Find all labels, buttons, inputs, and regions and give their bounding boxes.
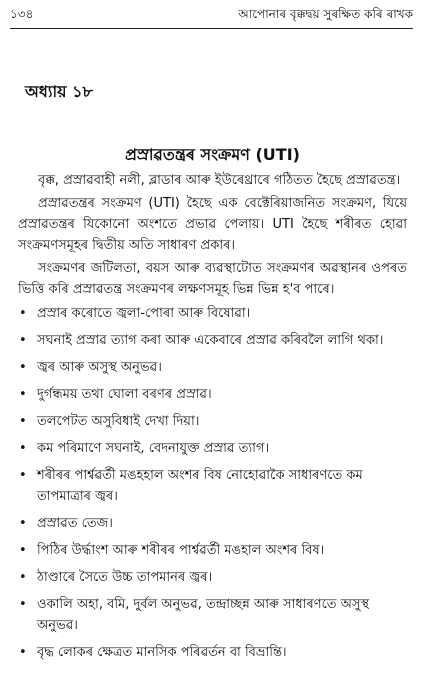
- bullet-icon: •: [19, 414, 27, 429]
- running-title: আপোনাৰ বৃক্কদ্বয় সুৰক্ষিত কৰি ৰাখক: [238, 7, 413, 21]
- paragraph: বৃক্ক, প্ৰস্ৰাৱবাহী নলী, ব্লাডাৰ আৰু ইউৰেথ্ৰাৰে গঠিতত হৈছে প্ৰস্ৰাৱতন্ত্ৰ।: [38, 173, 401, 188]
- list-item-text: তলপেটত অসুবিধাই দেখা দিয়া।: [37, 414, 200, 429]
- list-item-text: ওকালি অহা, বমি, দুৰ্বল অনুভৱ, তন্দ্ৰাচ্ছন্ন আৰু সাধাৰণতে অসুস্থ অনুভৱ।: [37, 597, 370, 633]
- list-item: [0, 303, 425, 324]
- bullet-icon: •: [19, 360, 27, 375]
- list-item-text: বৃদ্ধ লোকৰ ক্ষেত্ৰত মানসিক পৰিৱৰ্তন বা বিভ্ৰান্তি।: [37, 645, 287, 660]
- list-item: [0, 540, 425, 561]
- bullet-icon: •: [19, 543, 27, 558]
- list-item-text: জ্বৰ আৰু অসুস্থ অনুভৱ।: [37, 360, 162, 375]
- list-item-text: দুৰ্গন্ধময় তথা ঘোলা বৰণৰ প্ৰস্ৰাৱ।: [37, 387, 212, 402]
- bullet-icon: •: [19, 441, 27, 456]
- paragraph: সংক্ৰমণৰ জটিলতা, বয়স আৰু ব্যৱস্থাটোত সংক্ৰমণৰ অৱস্থানৰ ওপৰত ভিত্তি কৰি প্ৰস্ৰাৱতন্ত্ৰ সংক্ৰমণৰ লক্ষণসমূহ ভিন্ন ভিন্ন হ'ব পাৰে।: [18, 261, 407, 297]
- list-item-text: পিঠিৰ উৰ্দ্ধাংশ আৰু শৰীৰৰ পাৰ্শ্বৱৰ্তী মঙহাল অংশৰ বিষ।: [37, 543, 325, 558]
- bullet-icon: •: [19, 597, 27, 612]
- body-text: [0, 170, 425, 669]
- list-item: [0, 330, 425, 351]
- list-item: [0, 513, 425, 534]
- list-item: [0, 642, 425, 663]
- bullet-icon: •: [19, 468, 27, 483]
- page-number: ১৩৪: [10, 7, 34, 21]
- page-header: [10, 6, 413, 26]
- bullet-icon: •: [19, 516, 27, 531]
- chapter-label: অধ্যায় ১৮: [25, 82, 93, 101]
- list-item: [0, 411, 425, 432]
- bullet-icon: •: [19, 333, 27, 348]
- bullet-icon: •: [19, 306, 27, 321]
- list-item: [0, 357, 425, 378]
- list-item-text: কম পৰিমাণে সঘনাই, বেদনাযুক্ত প্ৰস্ৰাৱ ত্যাগ।: [37, 441, 270, 456]
- paragraph: প্ৰস্ৰাৱতন্ত্ৰৰ সংক্ৰমণ (UTI) হৈছে এক বেক্টেৰিয়াজনিত সংক্ৰমণ, যিয়ে প্ৰস্ৰাৱতন্ত্ৰৰ যিকোনো অংশতে প্ৰভাৱ পেলায়। UTI হৈছে শৰীৰত হোৱা সংক্ৰমণসমূহৰ দ্বিতীয় অতি সাধাৰণ প্ৰকাৰ।: [18, 196, 407, 253]
- bullet-icon: •: [19, 570, 27, 585]
- bullet-icon: •: [19, 387, 27, 402]
- symptom-list: [0, 303, 425, 663]
- section-title: প্ৰস্ৰাৱতন্ত্ৰৰ সংক্ৰমণ (UTI): [125, 145, 300, 164]
- list-item: [0, 384, 425, 405]
- list-item: [0, 465, 425, 507]
- list-item-text: শৰীৰৰ পাৰ্শ্বৱৰ্তী মঙহহাল অংশৰ বিষ নোহোৱাকৈ সাধাৰণতে কম তাপমাত্ৰাৰ জ্বৰ।: [37, 468, 363, 504]
- list-item-text: ঠাণ্ডাৰে সৈতে উচ্চ তাপমানৰ জ্বৰ।: [37, 570, 213, 585]
- header-divider: [10, 28, 413, 29]
- bullet-icon: •: [19, 645, 27, 660]
- list-item-text: সঘনাই প্ৰস্ৰাৱ ত্যাগ কৰা আৰু একেবাৰে প্ৰস্ৰাৱ কৰিবলৈ লাগি থকা।: [37, 333, 384, 348]
- list-item-text: প্ৰস্ৰাৰ কৰোতে জ্বলা-পোৰা আৰু বিষোৱা।: [37, 306, 251, 321]
- list-item: [0, 438, 425, 459]
- list-item: [0, 594, 425, 636]
- list-item: [0, 567, 425, 588]
- list-item-text: প্ৰস্ৰাৱত তেজ।: [37, 516, 113, 531]
